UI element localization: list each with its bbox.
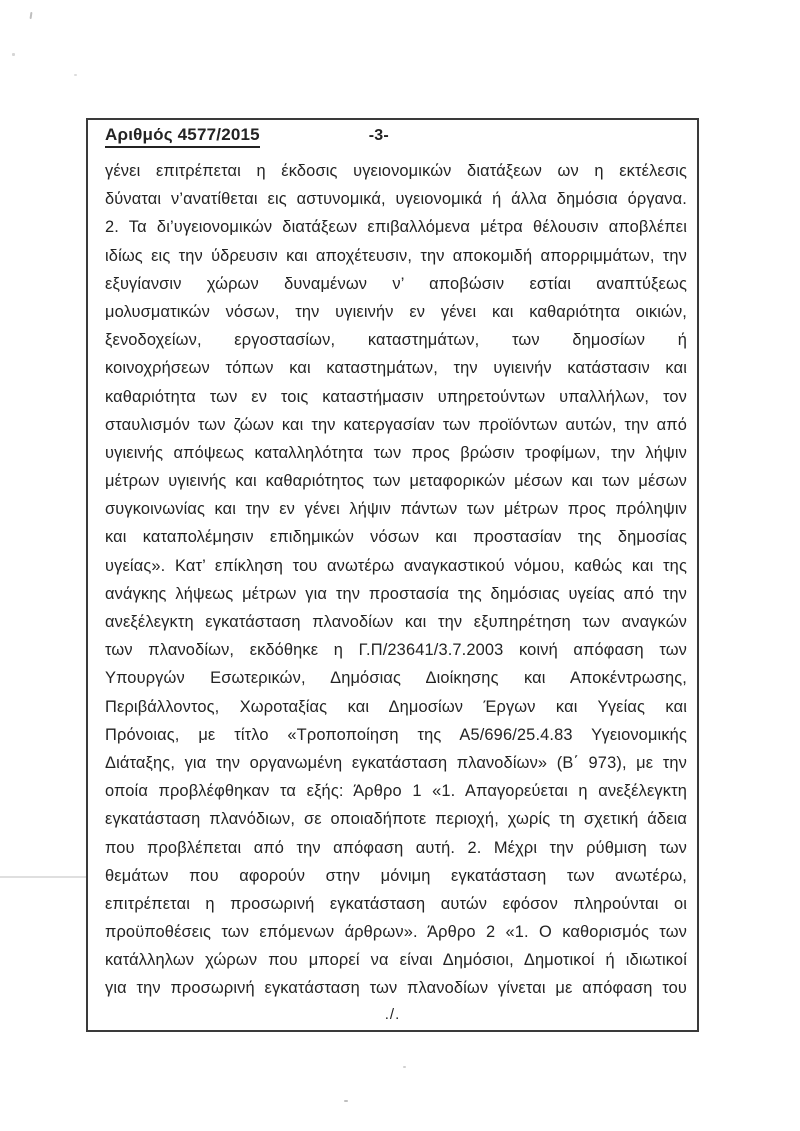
text-line: θεμάτων που αφορούν στην μόνιμη εγκατάσταση των ανωτέρω, <box>105 866 687 885</box>
text-line: ανεξέλεγκτη εγκατάσταση πλανοδίων και την εξυπηρέτηση των αναγκών <box>105 613 687 631</box>
text-line: δύναται ν’ανατίθεται εις αστυνομικά, υγειονομικά ή άλλα δημόσια όργανα. <box>105 190 687 209</box>
text-line: οποία προβλέφθηκαν τα εξής: Άρθρο 1 «1. Απαγορεύεται η ανεξέλεγκτη <box>105 782 687 801</box>
text-line: κατάλληλων χώρων που μπορεί να είναι Δημόσιοι, Δημοτικοί ή ιδιωτικοί <box>105 951 687 970</box>
text-line: Πρόνοιας, με τίτλο «Τροποποίηση της Α5/696/25.4.83 Υγειονομικής <box>105 725 687 744</box>
document-header <box>88 120 697 148</box>
scan-speck <box>12 53 15 56</box>
scan-speck <box>344 1100 348 1102</box>
continuation-mark: ./. <box>384 1005 401 1023</box>
text-line: για την προσωρινή εγκατάσταση των πλανοδίων γίνεται με απόφαση του <box>105 979 687 998</box>
text-line: επιτρέπεται η προσωρινή εγκατάσταση αυτών εφόσον πληρούνται οι <box>105 894 687 913</box>
text-line: εγκατάσταση πλανόδιων, σε οποιαδήποτε περιοχή, χωρίς τη σχετική άδεια <box>105 810 687 829</box>
scan-speck <box>403 1066 406 1068</box>
text-line: Περιβάλλοντος, Χωροταξίας και Δημοσίων Έργων και Υγείας και <box>105 697 687 716</box>
case-number: Αριθμός 4577/2015 <box>105 125 260 148</box>
text-line: ιδίως εις την ύδρευσιν και αποχέτευσιν, την αποκομιδή απορριμμάτων, την <box>105 246 687 265</box>
text-line: που προβλέπεται από την απόφαση αυτή. 2. Μέχρι την ρύθμιση των <box>105 838 687 857</box>
scan-speck <box>74 74 77 76</box>
text-line: υγιεινής απόψεως καταλληλότητα των προς βρώσιν τροφίμων, την λήψιν <box>105 443 687 462</box>
scan-streak <box>0 876 86 878</box>
text-line: μολυσματικών νόσων, την υγιεινήν εν γένει και καθαριότητα οικιών, <box>105 302 687 321</box>
text-line: γένει επιτρέπεται η έκδοσις υγειονομικών διατάξεων ων η εκτέλεσις <box>105 162 687 180</box>
text-line: μέτρων υγιεινής και καθαριότητος των μεταφορικών μέσων και των μέσων <box>105 472 687 491</box>
text-line: συγκοινωνίας και την εν γένει λήψιν πάντων των μέτρων προς πρόληψιν <box>105 500 687 519</box>
text-line: καθαριότητα των εν τοις καταστήμασιν υπηρετούντων υπαλλήλων, τον <box>105 387 687 406</box>
text-line: εξυγίανσιν χώρων δυναμένων ν’ αποβώσιν εστίαι αναπτύξεως <box>105 274 687 293</box>
page-number: -3- <box>368 127 389 144</box>
document-frame <box>86 118 699 1032</box>
text-line: προϋποθέσεις των επόμενων άρθρων». Άρθρο 2 «1. Ο καθορισμός των <box>105 923 687 942</box>
text-line: Υπουργών Εσωτερικών, Δημόσιας Διοίκησης και Αποκέντρωσης, <box>105 669 687 688</box>
text-line: σταυλισμόν των ζώων και την κατεργασίαν των προϊόντων αυτών, την από <box>105 415 687 434</box>
text-line: κοινοχρήσεων τόπων και καταστημάτων, την υγιεινήν κατάστασιν και <box>105 359 687 378</box>
text-line: και καταπολέμησιν επιδημικών νόσων και προστασίαν της δημοσίας <box>105 528 687 547</box>
text-line: υγείας». Κατ’ επίκληση του ανωτέρω αναγκαστικού νόμου, καθώς και της <box>105 556 687 575</box>
text-line: Διάταξης, για την οργανωμένη εγκατάσταση πλανοδίων» (Β΄ 973), με την <box>105 753 687 772</box>
text-line: ξενοδοχείων, εργοστασίων, καταστημάτων, των δημοσίων ή <box>105 331 687 350</box>
document-body <box>88 157 697 1003</box>
scan-speck <box>30 12 33 19</box>
text-line: ανάγκης λήψεως μέτρων για την προστασία της δημόσιας υγείας από την <box>105 584 687 603</box>
text-line: 2. Τα δι’υγειονομικών διατάξεων επιβαλλόμενα μέτρα θέλουσιν αποβλέπει <box>105 218 687 237</box>
text-line: των πλανοδίων, εκδόθηκε η Γ.Π/23641/3.7.2003 κοινή απόφαση των <box>105 641 687 660</box>
